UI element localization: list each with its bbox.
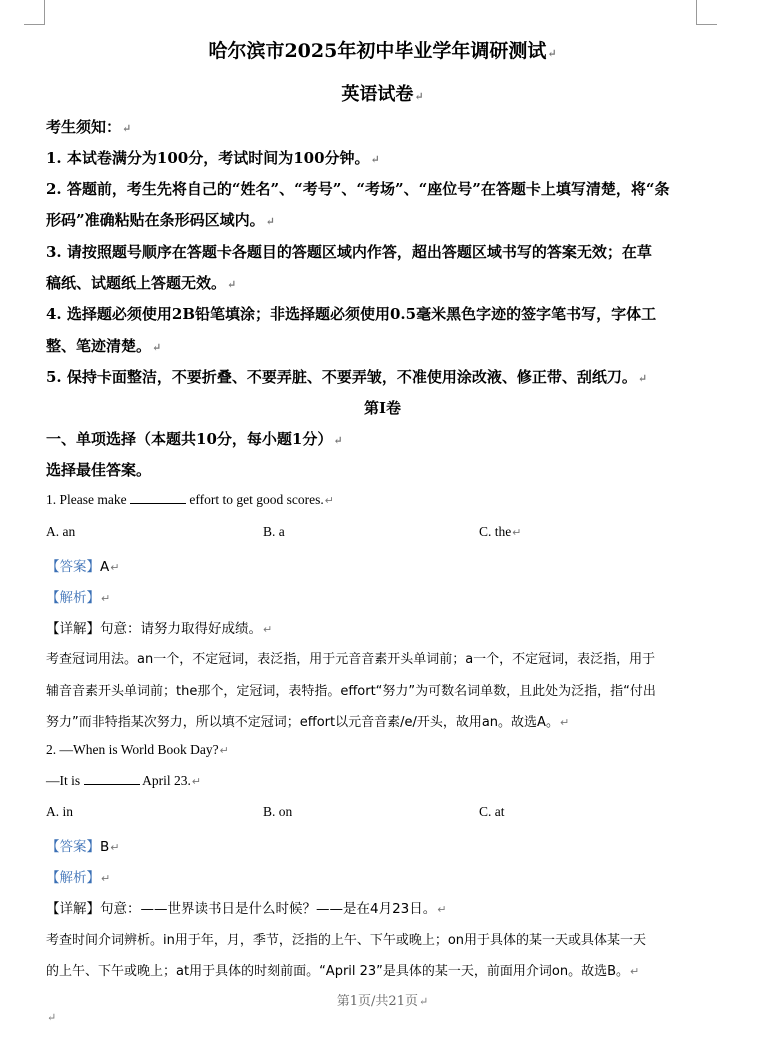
crop-mark-top-left — [24, 0, 45, 25]
crop-mark-top-right — [696, 0, 717, 25]
q1-analysis: 【解析】↵ — [46, 590, 111, 606]
notice-line: 3. 请按照题号顺序在答题卡各题目的答题区域内作答，超出答题区域书写的答案无效；在草 — [46, 243, 652, 261]
notice-line: 整、笔迹清楚。↵ — [46, 337, 162, 355]
q2-detail: 【详解】句意：——世界读书日是什么时候？——是在4月23日。↵ — [46, 901, 447, 917]
question-1-stem: 1. Please make effort to get good scores.↵ — [46, 492, 334, 507]
q2-option-c: C. at — [479, 804, 505, 819]
notice-line: 2. 答题前，考生先将自己的“姓名”、“考号”、“考场”、“座位号”在答题卡上填写清楚，将“条 — [46, 180, 670, 198]
part-heading: 一、单项选择（本题共10分，每小题1分）↵ — [46, 430, 343, 448]
q2-answer: 【答案】B↵ — [46, 839, 120, 855]
answer-blank — [130, 493, 186, 504]
paragraph-mark: ↵ — [47, 1011, 57, 1024]
q1-option-b: B. a — [263, 524, 285, 539]
question-2-stem: 2. —When is World Book Day?↵ — [46, 742, 229, 757]
exam-subtitle: 英语试卷↵ — [341, 84, 424, 105]
q2-option-a: A. in — [46, 804, 73, 819]
q1-explanation: 努力”而非特指某次努力，所以填不定冠词；effort以元音音素/e/开头，故用an。故选A。↵ — [46, 715, 570, 730]
answer-blank — [84, 774, 140, 785]
part-instruction: 选择最佳答案。 — [46, 461, 152, 479]
q1-option-a: A. an — [46, 524, 76, 539]
notice-line: 形码”准确粘贴在条形码区域内。↵ — [46, 211, 275, 229]
section-title: 第Ⅰ卷 — [363, 399, 402, 417]
q2-analysis: 【解析】↵ — [46, 870, 111, 886]
q1-answer: 【答案】A↵ — [46, 559, 120, 575]
notice-line: 5. 保持卡面整洁，不要折叠、不要弄脏、不要弄皱，不准使用涂改液、修正带、刮纸刀。↵ — [46, 368, 648, 386]
q1-detail: 【详解】句意：请努力取得好成绩。↵ — [46, 621, 273, 637]
q1-explanation: 考查冠词用法。an一个，不定冠词，表泛指，用于元音音素开头单词前；a一个，不定冠词，表泛指，用于 — [46, 652, 656, 667]
q2-explanation: 的上午、下午或晚上；at用于具体的时刻前面。“April 23”是具体的某一天，前面用介词on。故选B。↵ — [46, 964, 640, 979]
exam-title: 哈尔滨市2025年初中毕业学年调研测试↵ — [208, 40, 557, 62]
notice-heading: 考生须知：↵ — [46, 118, 132, 136]
q2-explanation: 考查时间介词辨析。in用于年，月，季节，泛指的上午、下午或晚上；on用于具体的某一天或具体某一天 — [46, 933, 647, 948]
q1-explanation: 辅音音素开头单词前；the那个，定冠词，表特指。effort“努力”为可数名词单数，且此处为泛指，指“付出 — [46, 684, 656, 699]
q1-option-c: C. the↵ — [479, 524, 522, 539]
notice-line: 稿纸、试题纸上答题无效。↵ — [46, 274, 237, 292]
notice-line: 1. 本试卷满分为100分，考试时间为100分钟。↵ — [46, 149, 380, 167]
q2-option-b: B. on — [263, 804, 293, 819]
page-footer: 第1页/共21页↵ — [336, 994, 429, 1009]
notice-line: 4. 选择题必须使用2B铅笔填涂；非选择题必须使用0.5毫米黑色字迹的签字笔书写，字体工 — [46, 305, 657, 323]
question-2-reply: —It is April 23.↵ — [46, 773, 202, 788]
